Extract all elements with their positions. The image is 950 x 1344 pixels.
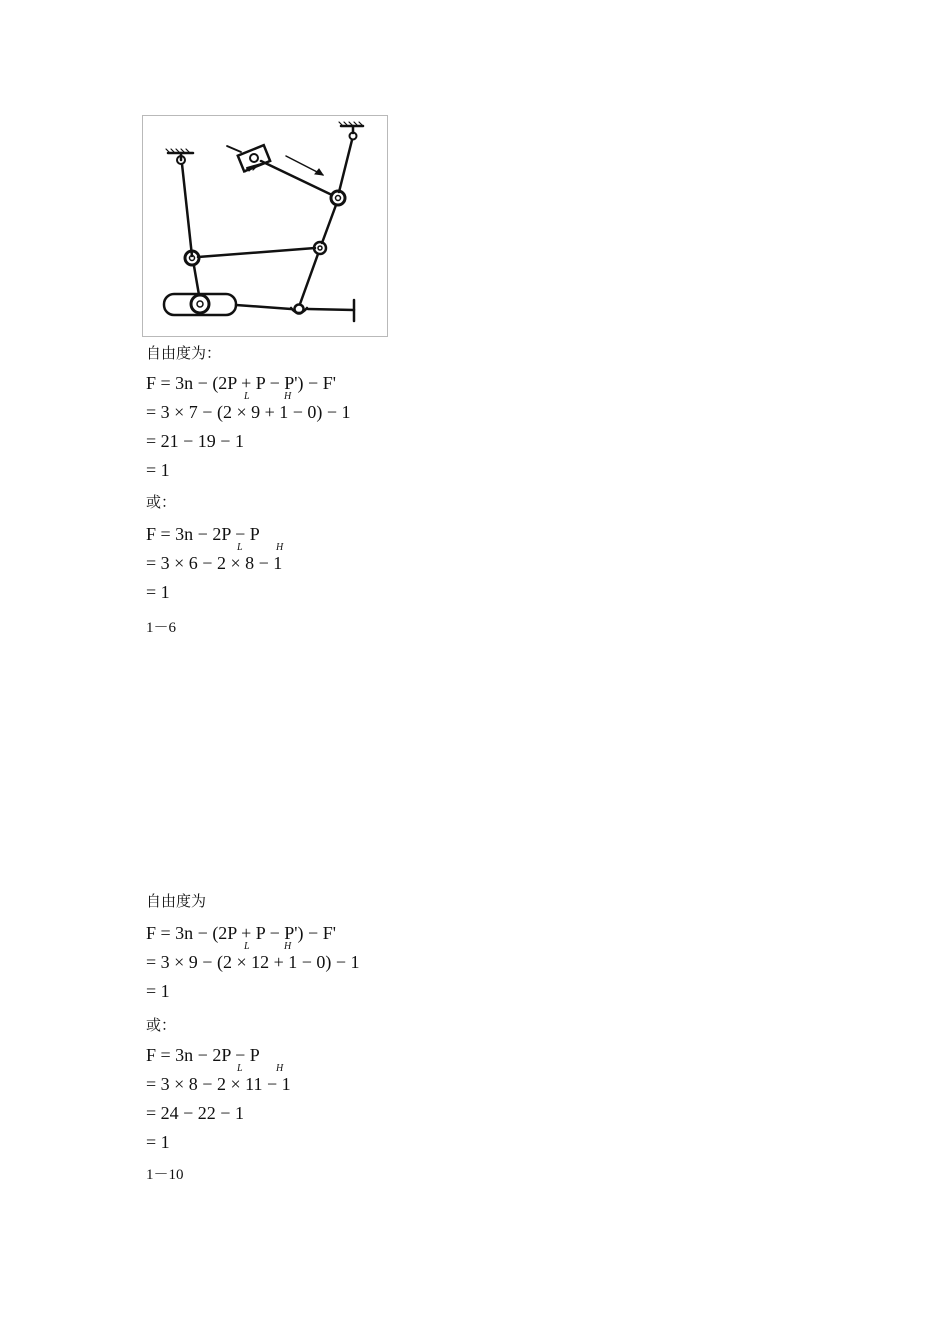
section1-calc5: = 1 <box>146 582 170 602</box>
section1-formula2: F = 3n − 2P − P <box>146 524 260 544</box>
section2-alt-label: 或： <box>146 1016 177 1034</box>
section1-heading: 自由度为： <box>146 344 222 362</box>
sub-H: H <box>284 941 292 952</box>
section1-calc3: = 1 <box>146 460 170 480</box>
sub-H: H <box>284 391 292 402</box>
mechanism-diagram <box>142 115 388 337</box>
section2-heading: 自由度为 <box>146 892 207 910</box>
section1-alt-label: 或： <box>146 493 177 511</box>
sub-L: L <box>237 1063 243 1074</box>
formula-text: F = 3n − (2P + P − P') − F' <box>146 373 336 393</box>
problem-label-1-6: 1－6 <box>146 620 177 636</box>
link-right <box>339 140 352 192</box>
section1-formula1 <box>146 373 336 393</box>
sub-L: L <box>237 542 243 553</box>
problem-label-1-10: 1－10 <box>146 1167 184 1183</box>
link-bottom-right <box>308 309 354 310</box>
section1-calc1: = 3 × 7 − (2 × 9 + 1 − 0) − 1 <box>146 402 351 422</box>
section2-calc1: = 3 × 9 − (2 × 12 + 1 − 0) − 1 <box>146 952 360 972</box>
sub-H: H <box>276 542 284 553</box>
link-left <box>182 164 192 256</box>
sub-L: L <box>244 941 250 952</box>
link-right-lower <box>300 254 318 304</box>
joint-right-upper <box>331 191 345 205</box>
link-slider <box>261 161 332 195</box>
link-middle <box>198 248 315 257</box>
section2-calc3: = 3 × 8 − 2 × 11 − 1 <box>146 1074 291 1094</box>
section2-calc5: = 1 <box>146 1132 170 1152</box>
sub-H: H <box>276 1063 284 1074</box>
section1-calc4: = 3 × 6 − 2 × 8 − 1 <box>146 553 283 573</box>
section1-calc2: = 21 − 19 − 1 <box>146 431 244 451</box>
slider-block <box>238 145 270 171</box>
section2-formula2: F = 3n − 2P − P <box>146 1045 260 1065</box>
section2-calc4: = 24 − 22 − 1 <box>146 1103 244 1123</box>
section2-calc2: = 1 <box>146 981 170 1001</box>
section2-formula1: F = 3n − (2P + P − P') − F' <box>146 923 336 943</box>
roller <box>191 295 209 313</box>
sub-L: L <box>244 391 250 402</box>
linkage-drawing <box>143 116 389 338</box>
